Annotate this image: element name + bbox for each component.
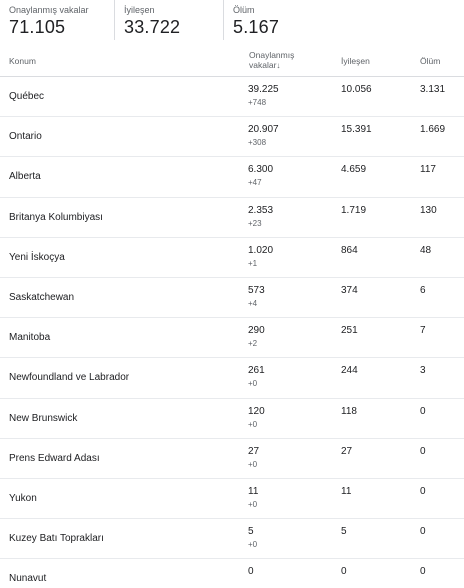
row-recovered-value: 864 bbox=[341, 244, 358, 256]
row-location-name: New Brunswick bbox=[9, 412, 78, 424]
row-recovered-value: 251 bbox=[341, 325, 358, 337]
sort-down-icon: ↓ bbox=[276, 61, 281, 70]
row-confirmed-value: 261 bbox=[248, 365, 265, 377]
row-recovered-value: 1.719 bbox=[341, 204, 367, 216]
table-row[interactable] bbox=[0, 117, 464, 157]
row-confirmed-delta: +2 bbox=[248, 339, 258, 349]
row-confirmed-value: 120 bbox=[248, 405, 265, 417]
table-body bbox=[0, 77, 464, 588]
row-location-name: Yukon bbox=[9, 492, 37, 504]
row-deaths-value: 0 bbox=[420, 445, 426, 457]
row-confirmed-value: 573 bbox=[248, 284, 265, 296]
row-deaths-value: 6 bbox=[420, 284, 426, 296]
row-confirmed-delta: +23 bbox=[248, 218, 262, 228]
row-deaths-value: 3 bbox=[420, 365, 426, 377]
recovered-stat bbox=[114, 0, 180, 40]
row-confirmed-delta: +308 bbox=[248, 138, 267, 148]
row-location-name: Manitoba bbox=[9, 332, 51, 344]
column-header-confirmed-line1: Onaylanmış bbox=[249, 50, 295, 60]
column-header-confirmed[interactable] bbox=[249, 50, 309, 71]
column-header-recovered[interactable]: İyileşen bbox=[341, 56, 370, 66]
recovered-stat-value: 33.722 bbox=[124, 17, 181, 37]
row-deaths-value: 7 bbox=[420, 325, 426, 337]
deaths-stat-value: 5.167 bbox=[233, 17, 280, 37]
table-row[interactable] bbox=[0, 559, 464, 588]
row-deaths-value: 48 bbox=[420, 244, 432, 256]
row-confirmed-value: 6.300 bbox=[248, 164, 274, 176]
table-row[interactable] bbox=[0, 198, 464, 238]
row-deaths-value: 117 bbox=[420, 164, 436, 176]
row-confirmed-delta: +1 bbox=[248, 258, 258, 268]
row-deaths-value: 0 bbox=[420, 485, 426, 497]
row-confirmed-delta: +0 bbox=[248, 540, 258, 550]
row-recovered-value: 15.391 bbox=[341, 124, 372, 136]
row-deaths-value: 3.131 bbox=[420, 84, 446, 95]
row-confirmed-value: 1.020 bbox=[248, 244, 274, 256]
row-location-name: Québec bbox=[9, 91, 45, 102]
table-row[interactable] bbox=[0, 399, 464, 439]
row-deaths-value: 0 bbox=[420, 405, 426, 417]
row-recovered-value: 118 bbox=[341, 405, 357, 417]
table-row[interactable] bbox=[0, 238, 464, 278]
table-row[interactable] bbox=[0, 318, 464, 358]
row-confirmed-delta: +748 bbox=[248, 98, 267, 107]
row-confirmed-value: 290 bbox=[248, 325, 265, 337]
row-recovered-value: 374 bbox=[341, 284, 358, 296]
row-location-name: Nunavut bbox=[9, 573, 47, 585]
row-confirmed-value: 39.225 bbox=[248, 84, 279, 95]
summary-stats bbox=[0, 0, 464, 40]
column-header-location[interactable]: Konum bbox=[9, 56, 36, 66]
table-row[interactable] bbox=[0, 479, 464, 519]
row-confirmed-delta: +0 bbox=[248, 419, 258, 429]
row-confirmed-delta: +4 bbox=[248, 298, 258, 308]
recovered-stat-label: İyileşen bbox=[124, 5, 155, 15]
table-row[interactable] bbox=[0, 358, 464, 398]
row-location-name: Newfoundland ve Labrador bbox=[9, 372, 130, 384]
row-deaths-value: 0 bbox=[420, 566, 426, 578]
confirmed-stat-label: Onaylanmış vakalar bbox=[9, 5, 89, 15]
table-row[interactable] bbox=[0, 77, 464, 117]
row-confirmed-value: 5 bbox=[248, 526, 254, 538]
row-confirmed-value: 20.907 bbox=[248, 124, 279, 136]
table-header bbox=[0, 50, 464, 77]
row-location-name: Alberta bbox=[9, 171, 41, 183]
row-recovered-value: 0 bbox=[341, 566, 347, 578]
confirmed-stat bbox=[9, 0, 89, 40]
row-deaths-value: 0 bbox=[420, 526, 426, 538]
row-recovered-value: 11 bbox=[341, 485, 352, 497]
row-deaths-value: 1.669 bbox=[420, 124, 446, 136]
row-confirmed-delta: +0 bbox=[248, 459, 258, 469]
row-confirmed-value: 2.353 bbox=[248, 204, 274, 216]
cases-table bbox=[0, 50, 464, 588]
row-confirmed-value: 27 bbox=[248, 445, 260, 457]
row-recovered-value: 10.056 bbox=[341, 84, 372, 95]
row-recovered-value: 4.659 bbox=[341, 164, 367, 176]
row-confirmed-value: 0 bbox=[248, 566, 254, 578]
row-confirmed-delta: +0 bbox=[248, 499, 258, 509]
row-deaths-value: 130 bbox=[420, 204, 437, 216]
deaths-stat bbox=[223, 0, 279, 40]
column-header-deaths[interactable]: Ölüm bbox=[420, 56, 441, 66]
row-confirmed-delta: +47 bbox=[248, 178, 262, 188]
column-header-confirmed-line2: vakalar bbox=[249, 60, 277, 70]
table-row[interactable] bbox=[0, 157, 464, 197]
row-confirmed-value: 11 bbox=[248, 485, 259, 497]
confirmed-stat-value: 71.105 bbox=[9, 17, 66, 37]
row-recovered-value: 244 bbox=[341, 365, 358, 377]
row-recovered-value: 5 bbox=[341, 526, 347, 538]
row-recovered-value: 27 bbox=[341, 445, 353, 457]
row-location-name: Saskatchewan bbox=[9, 291, 75, 303]
table-row[interactable] bbox=[0, 439, 464, 479]
row-location-name: Britanya Kolumbiyası bbox=[9, 211, 103, 223]
table-row[interactable] bbox=[0, 519, 464, 559]
row-location-name: Prens Edward Adası bbox=[9, 452, 100, 464]
table-row[interactable] bbox=[0, 278, 464, 318]
deaths-stat-label: Ölüm bbox=[233, 5, 255, 15]
row-location-name: Kuzey Batı Toprakları bbox=[9, 533, 104, 545]
row-location-name: Ontario bbox=[9, 131, 42, 143]
row-location-name: Yeni İskoçya bbox=[9, 251, 65, 263]
row-confirmed-delta: +0 bbox=[248, 379, 258, 389]
